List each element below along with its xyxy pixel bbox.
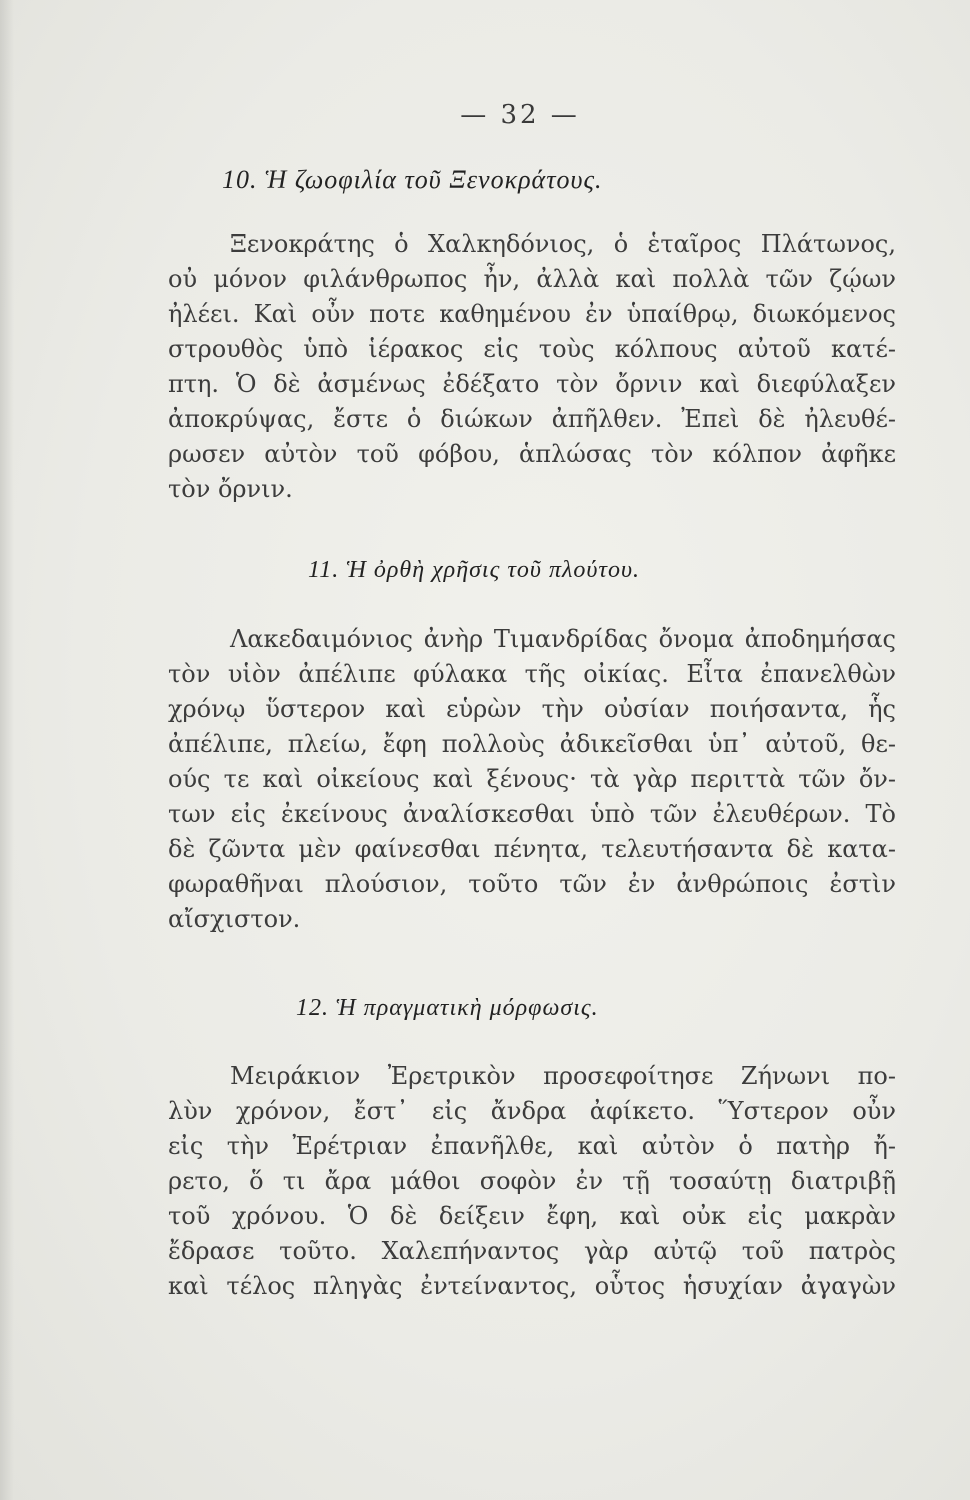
text-line: καὶ τέλος πληγὰς ἐντείναντος, οὗτος ἡσυχίαν ἀγαγὼν: [168, 1272, 896, 1300]
section-paragraph-10: [168, 227, 896, 507]
text-line: πτη. Ὁ δὲ ἀσμένως ἐδέξατο τὸν ὄρνιν καὶ διεφύλαξεν: [168, 370, 896, 398]
section-paragraph-11: [168, 622, 896, 937]
text-line: φωραθῆναι πλούσιον, τοῦτο τῶν ἐν ἀνθρώποις ἐστὶν: [168, 870, 896, 898]
text-line: τὸν υἱὸν ἀπέλιπε φύλακα τῆς οἰκίας. Εἶτα ἐπανελθὼν: [168, 660, 896, 688]
text-line: Μειράκιον Ἐρετρικὸν προσεφοίτησε Ζήνωνι πο-: [230, 1062, 896, 1090]
section-heading-10: 10. Ἡ ζωοφιλία τοῦ Ξενοκράτους.: [222, 165, 603, 194]
text-line: ἠλέει. Καὶ οὖν ποτε καθημένου ἐν ὑπαίθρῳ, διωκόμενος: [168, 300, 896, 328]
text-line: οὐ μόνον φιλάνθρωπος ἦν, ἀλλὰ καὶ πολλὰ τῶν ζῴων: [168, 265, 896, 293]
text-line: ρετο, ὅ τι ἄρα μάθοι σοφὸν ἐν τῇ τοσαύτῃ διατριβῇ: [168, 1167, 896, 1195]
page-number: — 32 —: [460, 100, 580, 130]
text-line: λὺν χρόνον, ἔστ᾿ εἰς ἄνδρα ἀφίκετο. Ὕστερον οὖν: [168, 1097, 896, 1125]
text-line: αἴσχιστον.: [168, 905, 301, 933]
text-line: ἔδρασε τοῦτο. Χαλεπήναντος γὰρ αὐτῷ τοῦ πατρὸς: [168, 1237, 896, 1265]
text-line: ρωσεν αὐτὸν τοῦ φόβου, ἁπλώσας τὸν κόλπον ἀφῆκε: [168, 440, 896, 468]
text-line: χρόνῳ ὕστερον καὶ εὑρὼν τὴν οὐσίαν ποιήσαντα, ἧς: [168, 695, 896, 723]
section-paragraph-12: [168, 1059, 896, 1304]
text-line: Λακεδαιμόνιος ἀνὴρ Τιμανδρίδας ὄνομα ἀποδημήσας: [230, 625, 896, 653]
text-line: εἰς τὴν Ἐρέτριαν ἐπανῆλθε, καὶ αὐτὸν ὁ πατὴρ ἤ-: [168, 1132, 896, 1160]
text-line: ούς τε καὶ οἰκείους καὶ ξένους· τὰ γὰρ περιττὰ τῶν ὄν-: [168, 765, 896, 793]
section-heading-11: 11. Ἡ ὀρθὴ χρῆσις τοῦ πλούτου.: [308, 557, 640, 583]
text-line: δὲ ζῶντα μὲν φαίνεσθαι πένητα, τελευτήσαντα δὲ κατα-: [168, 835, 896, 863]
text-line: ἀπέλιπε, πλείω, ἔφη πολλοὺς ἀδικεῖσθαι ὑπ᾿ αὐτοῦ, θε-: [168, 730, 896, 758]
text-line: στρουθὸς ὑπὸ ἱέρακος εἰς τοὺς κόλπους αὐτοῦ κατέ-: [168, 335, 896, 363]
page-spine-shadow: [0, 0, 14, 1500]
text-line: Ξενοκράτης ὁ Χαλκηδόνιος, ὁ ἑταῖρος Πλάτωνος,: [230, 230, 896, 258]
section-heading-12: 12. Ἡ πραγματικὴ μόρφωσις.: [296, 995, 599, 1021]
text-line: ἀποκρύψας, ἔστε ὁ διώκων ἀπῆλθεν. Ἐπεὶ δὲ ἠλευθέ-: [168, 405, 896, 433]
text-line: τὸν ὄρνιν.: [168, 475, 293, 503]
text-line: των εἰς ἐκείνους ἀναλίσκεσθαι ὑπὸ τῶν ἐλευθέρων. Τὸ: [168, 800, 896, 828]
text-line: τοῦ χρόνου. Ὁ δὲ δείξειν ἔφη, καὶ οὐκ εἰς μακρὰν: [168, 1202, 896, 1230]
